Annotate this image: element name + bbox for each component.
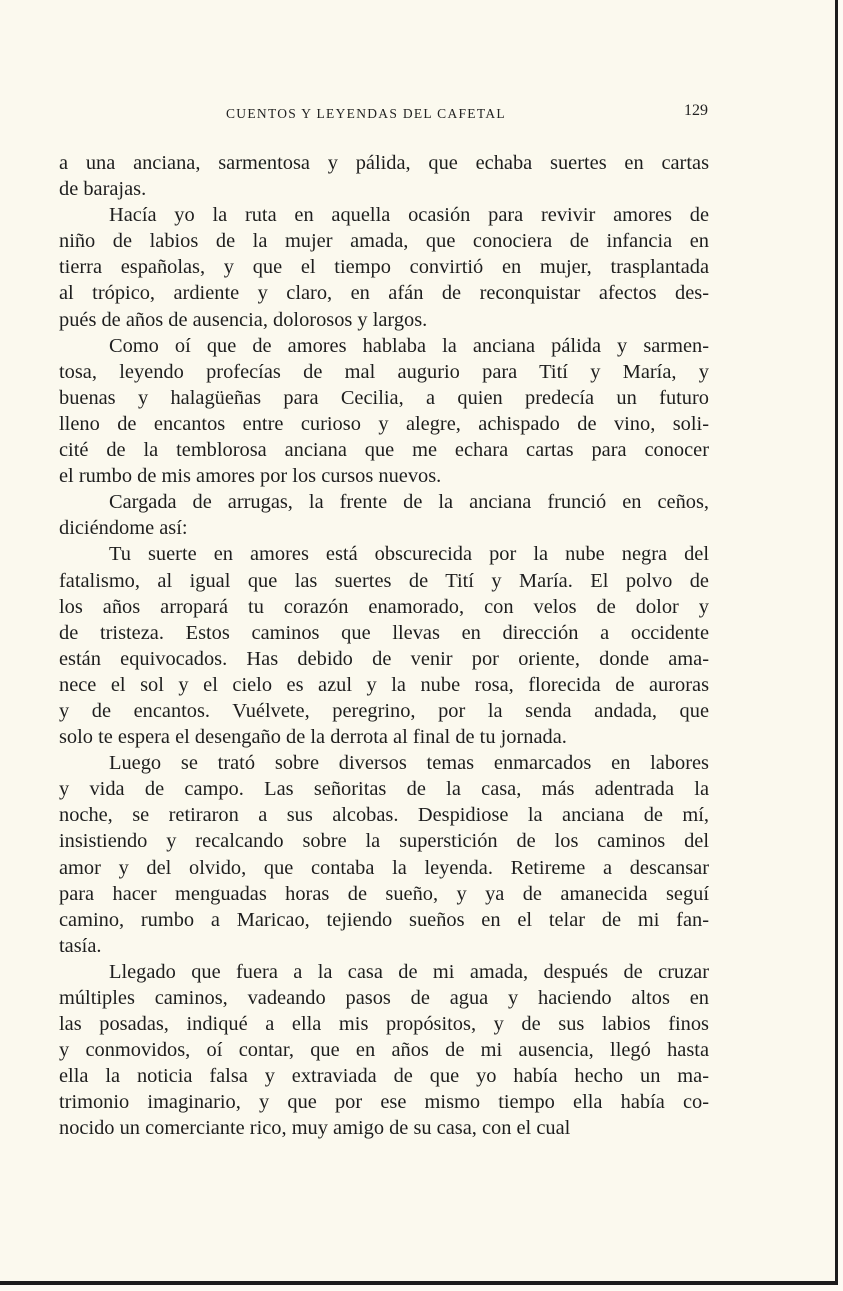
- text-line: tosa, leyendo profecías de mal augurio para Tití y María, y: [59, 360, 709, 383]
- text-line: ella la noticia falsa y extraviada de que yo había hecho un ma-: [59, 1065, 709, 1088]
- paragraph: [59, 150, 709, 202]
- text-line: al trópico, ardiente y claro, en afán de reconquistar afectos des-: [59, 282, 709, 305]
- body-text: [59, 150, 709, 1142]
- text-line: a una anciana, sarmentosa y pálida, que echaba suertes en cartas: [59, 152, 709, 174]
- text-line: los años arropará tu corazón enamorado, con velos de dolor y: [59, 595, 709, 618]
- text-line: tasía.: [59, 934, 102, 957]
- text-line: fatalismo, al igual que las suertes de Tití y María. El polvo de: [59, 569, 709, 592]
- paragraph: [59, 489, 709, 541]
- paragraph: [59, 333, 709, 490]
- text-line: noche, se retiraron a sus alcobas. Despidiose la anciana de mí,: [59, 804, 709, 827]
- text-line: Llegado que fuera a la casa de mi amada, después de cruzar: [109, 960, 709, 983]
- running-header: [60, 102, 710, 124]
- text-line: Como oí que de amores hablaba la anciana pálida y sarmen-: [109, 334, 709, 357]
- text-line: y vida de campo. Las señoritas de la casa, más adentrada la: [59, 778, 709, 801]
- page-number: 129: [684, 102, 708, 119]
- text-line: Hacía yo la ruta en aquella ocasión para revivir amores de: [109, 204, 709, 227]
- text-line: de barajas.: [59, 178, 147, 201]
- text-line: de tristeza. Estos caminos que llevas en dirección a occidente: [59, 621, 709, 644]
- text-line: niño de labios de la mujer amada, que conociera de infancia en: [59, 230, 709, 253]
- paragraph: [59, 750, 709, 959]
- text-line: amor y del olvido, que contaba la leyenda. Retireme a descansar: [59, 856, 709, 879]
- text-line: Luego se trató sobre diversos temas enmarcados en labores: [109, 752, 709, 775]
- text-line: para hacer menguadas horas de sueño, y ya de amanecida seguí: [59, 882, 709, 905]
- text-line: camino, rumbo a Maricao, tejiendo sueños en el telar de mi fan-: [59, 908, 709, 931]
- text-line: están equivocados. Has debido de venir por oriente, donde ama-: [59, 647, 709, 670]
- text-line: las posadas, indiqué a ella mis propósitos, y de sus labios finos: [59, 1013, 709, 1036]
- text-line: cité de la temblorosa anciana que me echara cartas para conocer: [59, 439, 709, 462]
- text-line: solo te espera el desengaño de la derrota al final de tu jornada.: [59, 726, 567, 749]
- paragraph: [59, 959, 709, 1142]
- text-line: y de encantos. Vuélvete, peregrino, por la senda andada, que: [59, 699, 709, 722]
- text-line: múltiples caminos, vadeando pasos de agua y haciendo altos en: [59, 987, 709, 1009]
- text-line: nocido un comerciante rico, muy amigo de su casa, con el cual: [59, 1117, 571, 1140]
- text-line: insistiendo y recalcando sobre la superstición de los caminos del: [59, 830, 709, 853]
- text-line: nece el sol y el cielo es azul y la nube rosa, florecida de auroras: [59, 673, 709, 696]
- text-line: pués de años de ausencia, dolorosos y largos.: [59, 308, 428, 331]
- text-line: Tu suerte en amores está obscurecida por la nube negra del: [109, 543, 709, 566]
- text-line: diciéndome así:: [59, 517, 188, 540]
- paragraph: [59, 202, 709, 332]
- running-title: CUENTOS Y LEYENDAS DEL CAFETAL: [226, 106, 506, 121]
- text-line: y conmovidos, oí contar, que en años de mi ausencia, llegó hasta: [59, 1039, 709, 1062]
- text-line: buenas y halagüeñas para Cecilia, a quien predecía un futuro: [59, 386, 709, 409]
- text-line: trimonio imaginario, y que por ese mismo tiempo ella había co-: [59, 1091, 709, 1114]
- text-line: Cargada de arrugas, la frente de la anciana frunció en ceños,: [109, 491, 709, 514]
- text-line: tierra españolas, y que el tiempo convirtió en mujer, trasplantada: [59, 256, 709, 279]
- text-line: el rumbo de mis amores por los cursos nuevos.: [59, 465, 442, 488]
- text-line: lleno de encantos entre curioso y alegre, achispado de vino, soli-: [59, 412, 709, 435]
- paragraph: [59, 541, 709, 750]
